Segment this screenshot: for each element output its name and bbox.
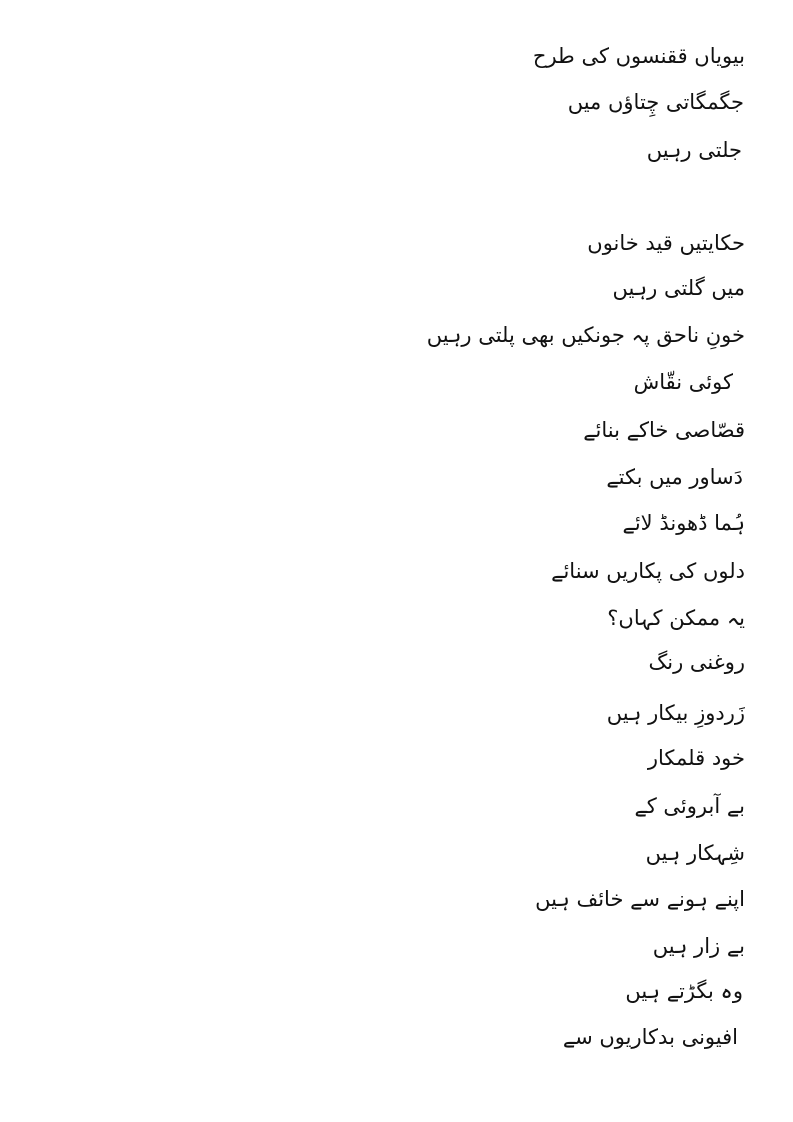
poem-line-15: خود قلمکار	[647, 746, 745, 770]
poem-line-17: شِہکار ہیں	[645, 841, 745, 865]
poem-line-12: یہ ممکن کہاں؟	[607, 606, 745, 630]
poem-line-21: افیونی بدکاریوں سے	[562, 1025, 738, 1049]
poem-line-5: میں گلتی رہیں	[612, 276, 745, 300]
poem-line-8: قصّاصی خاکے بنائے	[583, 418, 745, 442]
poem-line-9: دَساور میں بکتے	[606, 465, 743, 489]
poem-line-14: زَردوزِ بیکار ہیں	[606, 701, 745, 725]
poem-line-20: وہ بگڑتے ہیں	[625, 979, 743, 1003]
poem-line-16: بے آبروئی کے	[634, 794, 745, 818]
poem-line-19: بے زار ہیں	[652, 934, 745, 958]
poem-line-1: بیویاں ققنسوں کی طرح	[532, 44, 745, 68]
poem-line-2: جگمگاتی چِتاؤں میں	[567, 90, 744, 114]
poem-line-6: خونِ ناحق پہ جونکیں بھی پلتی رہیں	[426, 323, 745, 347]
poem-line-18: اپنے ہونے سے خائف ہیں	[535, 887, 745, 911]
poem-line-4: حکایتیں قید خانوں	[587, 231, 745, 255]
poem-line-10: ہُما ڈھونڈ لائے	[622, 511, 745, 535]
poem-line-3: جلتی رہیں	[646, 138, 742, 162]
poem-line-13: روغنی رنگ	[648, 650, 745, 674]
poem-line-11: دلوں کی پکاریں سنائے	[551, 559, 745, 583]
poem-line-7: کوئی نقّاش	[633, 370, 733, 394]
